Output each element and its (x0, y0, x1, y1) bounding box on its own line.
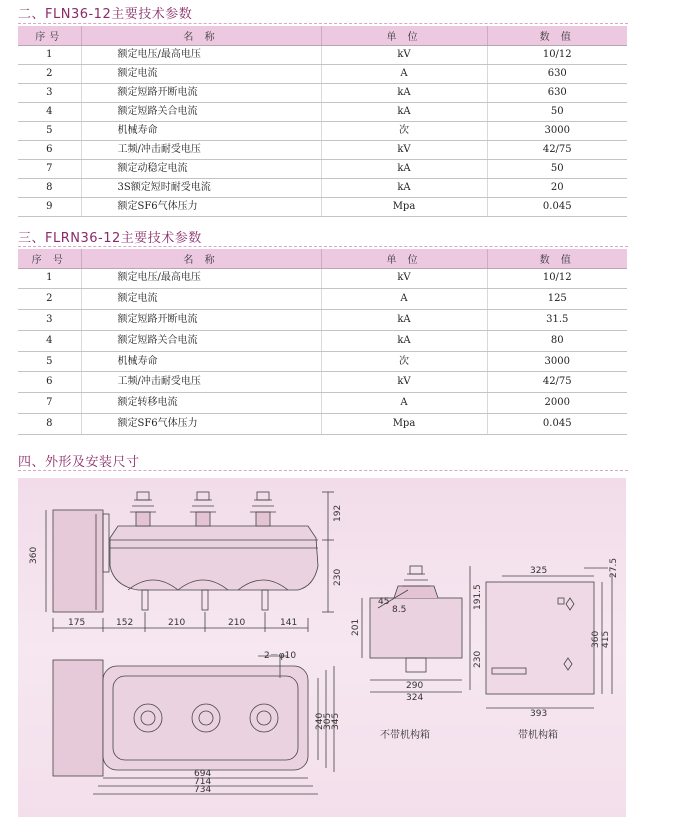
table-row (18, 351, 627, 372)
header-name: 名 称 (81, 26, 321, 45)
row-value-cell: 630 (487, 83, 627, 102)
drawing-svg (18, 478, 626, 817)
row-number-cell: 5 (18, 121, 81, 140)
table-row (18, 197, 627, 216)
row-value-cell: 3000 (487, 351, 627, 372)
row-number-cell: 8 (18, 414, 81, 435)
dim-box-27: 27.5 (609, 557, 619, 578)
row-name-cell: 机械寿命 (81, 121, 321, 140)
table-row (18, 414, 627, 435)
row-unit-cell: Mpa (321, 414, 487, 435)
row-unit-cell: kV (321, 372, 487, 393)
row-unit-cell: A (321, 393, 487, 414)
dim-plan-240: 240 (315, 712, 325, 730)
row-name-cell: 额定短路开断电流 (81, 310, 321, 331)
table-row (18, 393, 627, 414)
row-name-cell: 额定SF6气体压力 (81, 197, 321, 216)
row-value-cell: 42/75 (487, 372, 627, 393)
row-unit-cell: Mpa (321, 197, 487, 216)
header-unit: 单 位 (321, 249, 487, 268)
row-unit-cell: kA (321, 83, 487, 102)
row-name-cell: 机械寿命 (81, 351, 321, 372)
table-row (18, 102, 627, 121)
section3-title: 三、FLRN36-12主要技术参数 (18, 231, 202, 246)
front-bushing-3 (250, 492, 276, 526)
row-name-cell: 工频/冲击耐受电压 (81, 372, 321, 393)
row-unit-cell: 次 (321, 121, 487, 140)
row-number-cell: 2 (18, 289, 81, 310)
dim-plan-694: 694 (194, 769, 212, 779)
dim-plan-305: 305 (323, 712, 333, 730)
dim-box-325: 325 (530, 566, 548, 576)
table-row (18, 45, 627, 64)
row-value-cell: 2000 (487, 393, 627, 414)
table-row (18, 178, 627, 197)
header-name: 名 称 (81, 249, 321, 268)
box-body (486, 582, 594, 694)
table-header-row (18, 249, 627, 268)
side-terminal (406, 658, 426, 672)
table-row (18, 310, 627, 331)
header-unit: 单 位 (321, 26, 487, 45)
row-value-cell: 10/12 (487, 45, 627, 64)
dim-side-201: 201 (351, 618, 361, 636)
table-header-row (18, 26, 627, 45)
row-number-cell: 7 (18, 393, 81, 414)
dim-box-360: 360 (591, 630, 601, 648)
row-value-cell: 31.5 (487, 310, 627, 331)
dim-plan-714: 714 (194, 777, 212, 787)
row-unit-cell: kV (321, 268, 487, 289)
table-row (18, 64, 627, 83)
row-name-cell: 额定短路开断电流 (81, 83, 321, 102)
dim-front-152: 152 (116, 618, 134, 628)
flrn36-spec-table (18, 249, 627, 435)
row-name-cell: 额定SF6气体压力 (81, 414, 321, 435)
section4-rule (18, 470, 628, 471)
header-no: 序 号 (18, 249, 81, 268)
row-value-cell: 42/75 (487, 140, 627, 159)
row-name-cell: 额定电流 (81, 64, 321, 83)
header-value: 数 值 (487, 26, 627, 45)
table-row (18, 330, 627, 351)
row-number-cell: 9 (18, 197, 81, 216)
row-unit-cell: kV (321, 140, 487, 159)
row-unit-cell: kA (321, 330, 487, 351)
dim-front-210a: 210 (168, 618, 186, 628)
dim-side-230: 230 (473, 650, 483, 668)
header-value: 数 值 (487, 249, 627, 268)
dim-front-230: 230 (333, 568, 343, 586)
table-row (18, 268, 627, 289)
row-value-cell: 630 (487, 64, 627, 83)
table-row (18, 159, 627, 178)
row-value-cell: 125 (487, 289, 627, 310)
header-no: 序号 (18, 26, 81, 45)
row-name-cell: 额定短路关合电流 (81, 330, 321, 351)
row-number-cell: 8 (18, 178, 81, 197)
table-row (18, 83, 627, 102)
row-value-cell: 0.045 (487, 414, 627, 435)
section2-title: 二、FLN36-12主要技术参数 (18, 7, 193, 22)
dim-plan-734: 734 (194, 785, 212, 795)
row-number-cell: 1 (18, 45, 81, 64)
dim-front-210b: 210 (228, 618, 246, 628)
side-view (362, 566, 470, 692)
dim-box-415: 415 (601, 630, 611, 648)
table-row (18, 140, 627, 159)
row-number-cell: 4 (18, 330, 81, 351)
row-unit-cell: kA (321, 159, 487, 178)
row-value-cell: 20 (487, 178, 627, 197)
row-number-cell: 7 (18, 159, 81, 178)
section3-rule (18, 246, 628, 247)
table-row (18, 289, 627, 310)
front-bushing-2 (190, 492, 216, 526)
dim-side-191: 191.5 (473, 584, 483, 610)
row-unit-cell: A (321, 64, 487, 83)
row-unit-cell: kV (321, 45, 487, 64)
side-tank (370, 598, 462, 658)
front-view (46, 492, 334, 632)
row-unit-cell: A (321, 289, 487, 310)
row-name-cell: 额定短路关合电流 (81, 102, 321, 121)
dim-front-141: 141 (280, 618, 298, 628)
front-panel-edge (103, 514, 109, 572)
row-value-cell: 10/12 (487, 268, 627, 289)
row-name-cell: 额定动稳定电流 (81, 159, 321, 178)
row-number-cell: 4 (18, 102, 81, 121)
row-name-cell: 额定电压/最高电压 (81, 268, 321, 289)
dim-side-290: 290 (406, 681, 424, 691)
row-value-cell: 0.045 (487, 197, 627, 216)
row-value-cell: 50 (487, 159, 627, 178)
dim-front-360: 360 (29, 546, 39, 564)
caption-no-mechanism-box: 不带机构箱 (380, 730, 430, 741)
dim-plan-345: 345 (331, 712, 341, 730)
dim-side-85: 8.5 (392, 605, 407, 615)
row-number-cell: 3 (18, 83, 81, 102)
dim-plan-hole: 2－φ10 (264, 651, 297, 661)
row-number-cell: 5 (18, 351, 81, 372)
row-number-cell: 3 (18, 310, 81, 331)
row-name-cell: 额定电流 (81, 289, 321, 310)
table-row (18, 372, 627, 393)
row-unit-cell: kA (321, 102, 487, 121)
dim-side-45: 45 (378, 597, 390, 607)
row-name-cell: 工频/冲击耐受电压 (81, 140, 321, 159)
row-name-cell: 额定电压/最高电压 (81, 45, 321, 64)
row-unit-cell: kA (321, 310, 487, 331)
row-number-cell: 2 (18, 64, 81, 83)
row-unit-cell: 次 (321, 351, 487, 372)
fln36-spec-table (18, 26, 627, 217)
caption-with-mechanism-box: 带机构箱 (518, 730, 558, 741)
dim-box-393: 393 (530, 709, 548, 719)
dim-side-324: 324 (406, 693, 424, 703)
section2-rule (18, 23, 628, 24)
row-name-cell: 额定转移电流 (81, 393, 321, 414)
dimension-drawing (18, 478, 626, 817)
row-number-cell: 1 (18, 268, 81, 289)
row-number-cell: 6 (18, 140, 81, 159)
front-tank (110, 526, 318, 590)
row-name-cell: 3S额定短时耐受电流 (81, 178, 321, 197)
dim-front-192: 192 (333, 504, 343, 522)
row-number-cell: 6 (18, 372, 81, 393)
section4-title: 四、外形及安装尺寸 (18, 455, 140, 470)
row-unit-cell: kA (321, 178, 487, 197)
row-value-cell: 80 (487, 330, 627, 351)
row-value-cell: 50 (487, 102, 627, 121)
table-row (18, 121, 627, 140)
front-bushing-1 (130, 492, 156, 526)
plan-mechanism-box (53, 660, 103, 776)
row-value-cell: 3000 (487, 121, 627, 140)
dim-front-175: 175 (68, 618, 86, 628)
front-mechanism-box (53, 510, 103, 612)
